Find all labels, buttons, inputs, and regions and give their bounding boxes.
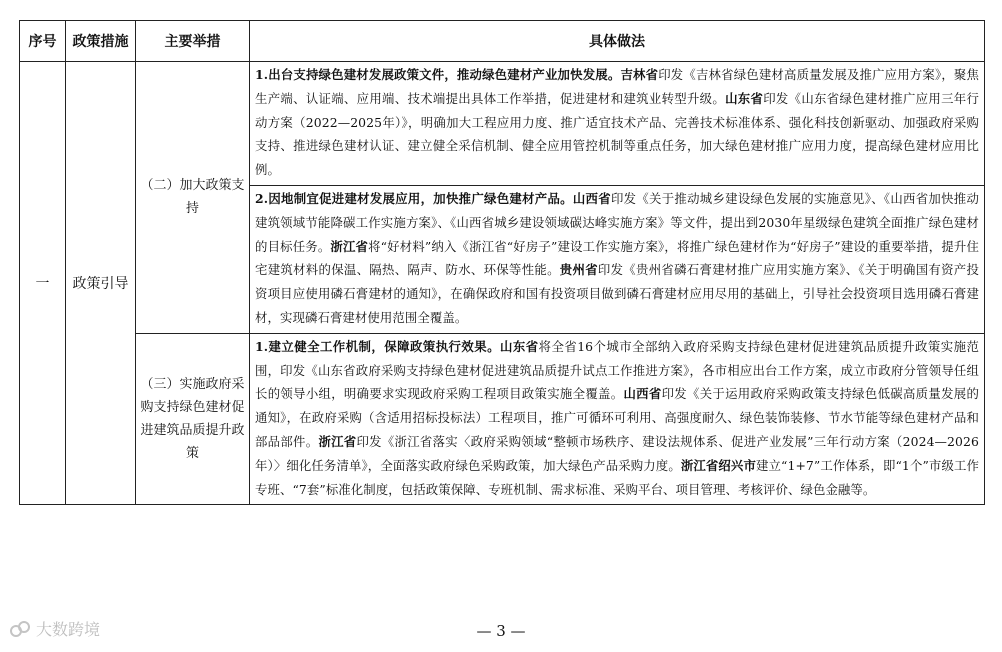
detail-text: 印发《吉林省绿色建材高质量发展及推广应用方案》，聚焦生产端、认证端、应用端、技术端提出具体工作举措，促进建材和建筑业转型升级。 bbox=[255, 67, 980, 106]
detail-text: 印发《关于推动城乡建设绿色发展的实施意见》、《山西省加快推动建筑领域节能降碳工作实施方案》、《山西省城乡建设领域碳达峰实施方案》等文件，提出到2030年星级绿色建筑全面推广绿色建材的目标任务。 bbox=[255, 190, 979, 254]
detail-emphasis: 1.出台支持绿色建材发展政策文件，推动绿色建材产业加快发展。 bbox=[255, 67, 621, 82]
detail-text: 印发《山东省绿色建材推广应用三年行动方案（2022—2025年）》，明确加大工程应用力度、推广适宜技术产品、完善技术标准体系、强化科技创新驱动、加强政府采购支持、推进绿色建材认证、建立健全采信机制、健全应用管控机制等重点任务，加大绿色建材推广应用力度，提高绿色建材应用比例。 bbox=[255, 90, 979, 178]
detail-text: 印发《贵州省磷石膏建材推广应用实施方案》、《关于明确国有资产投资项目应使用磷石膏建材的通知》，在确保政府和国有投资项目做到磷石膏建材应用尽用的基础上，引导社会投资项目选用磷石膏建材，实现磷石膏建材使用范围全覆盖。 bbox=[255, 262, 979, 325]
policy-measure: 政策引导 bbox=[66, 62, 136, 505]
table-row bbox=[20, 62, 985, 186]
header-detail: 具体做法 bbox=[250, 21, 985, 62]
policy-table bbox=[19, 20, 985, 505]
page-number: — 3 — bbox=[476, 622, 526, 640]
detail-emphasis: 山西省 bbox=[572, 190, 611, 206]
detail-emphasis: 贵州省 bbox=[559, 262, 598, 278]
detail-text: 将全省16个城市全部纳入政府采购支持绿色建材促进建筑品质提升政策实施范围，印发《山东省政府采购支持绿色建材促进建筑品质提升试点工作推进方案》，各市相应出台工作方案，成立市政府分管领导任组长的领导小组，明确要求实现政府采购工程项目政策实施全覆盖。 bbox=[255, 338, 979, 402]
detail-text: 印发《浙江省落实〈政府采购领域“整顿市场秩序、建设法规体系、促进产业发展”三年行动方案（2024—2026年）〉细化任务清单》，全面落实政府绿色采购政策，加大绿色产品采购力度。 bbox=[255, 433, 979, 473]
detail-emphasis: 山东省 bbox=[725, 90, 764, 106]
detail-cell bbox=[250, 62, 985, 186]
header-measure: 政策措施 bbox=[66, 21, 136, 62]
detail-cell bbox=[250, 333, 985, 505]
detail-emphasis: 浙江省 bbox=[330, 238, 369, 254]
main-measure-3: （三）实施政府采购支持绿色建材促进建筑品质提升政策 bbox=[136, 333, 250, 505]
detail-emphasis: 浙江省绍兴市 bbox=[680, 457, 756, 473]
detail-emphasis: 1.建立健全工作机制，保障政策执行效果。 bbox=[255, 338, 501, 354]
header-main: 主要举措 bbox=[136, 21, 250, 62]
main-measure-2: （二）加大政策支持 bbox=[136, 62, 250, 334]
section-number: 一 bbox=[20, 62, 66, 505]
detail-emphasis: 浙江省 bbox=[318, 433, 357, 449]
detail-emphasis: 吉林省 bbox=[620, 67, 659, 82]
detail-text: 印发《关于运用政府采购政策支持绿色低碳高质量发展的通知》，在政府采购（含适用招标投标法）工程项目，推广可循环可利用、高强度耐久、绿色装饰装修、节水节能等绿色建材产品和部品部件。 bbox=[255, 386, 979, 449]
detail-text: 将“好材料”纳入《浙江省“好房子”建设工作实施方案》，将推广绿色建材作为“好房子”建设的重要举措，提升住宅建筑材料的保温、隔热、隔声、防水、环保等性能。 bbox=[255, 238, 979, 278]
detail-emphasis: 山东省 bbox=[500, 338, 539, 354]
detail-text: 建立“1+7”工作体系，即“1个”市级工作专班、“7套”标准化制度，包括政策保障、专班机制、需求标准、采购平台、项目管理、考核评价、绿色金融等。 bbox=[255, 457, 979, 497]
watermark-text: 大数跨境 bbox=[36, 620, 101, 639]
table-row bbox=[20, 333, 985, 505]
detail-emphasis: 2.因地制宜促进建材发展应用，加快推广绿色建材产品。 bbox=[255, 190, 573, 206]
table-header-row bbox=[20, 21, 985, 62]
header-no: 序号 bbox=[20, 21, 66, 62]
detail-cell bbox=[250, 185, 985, 333]
detail-emphasis: 山西省 bbox=[623, 386, 662, 402]
